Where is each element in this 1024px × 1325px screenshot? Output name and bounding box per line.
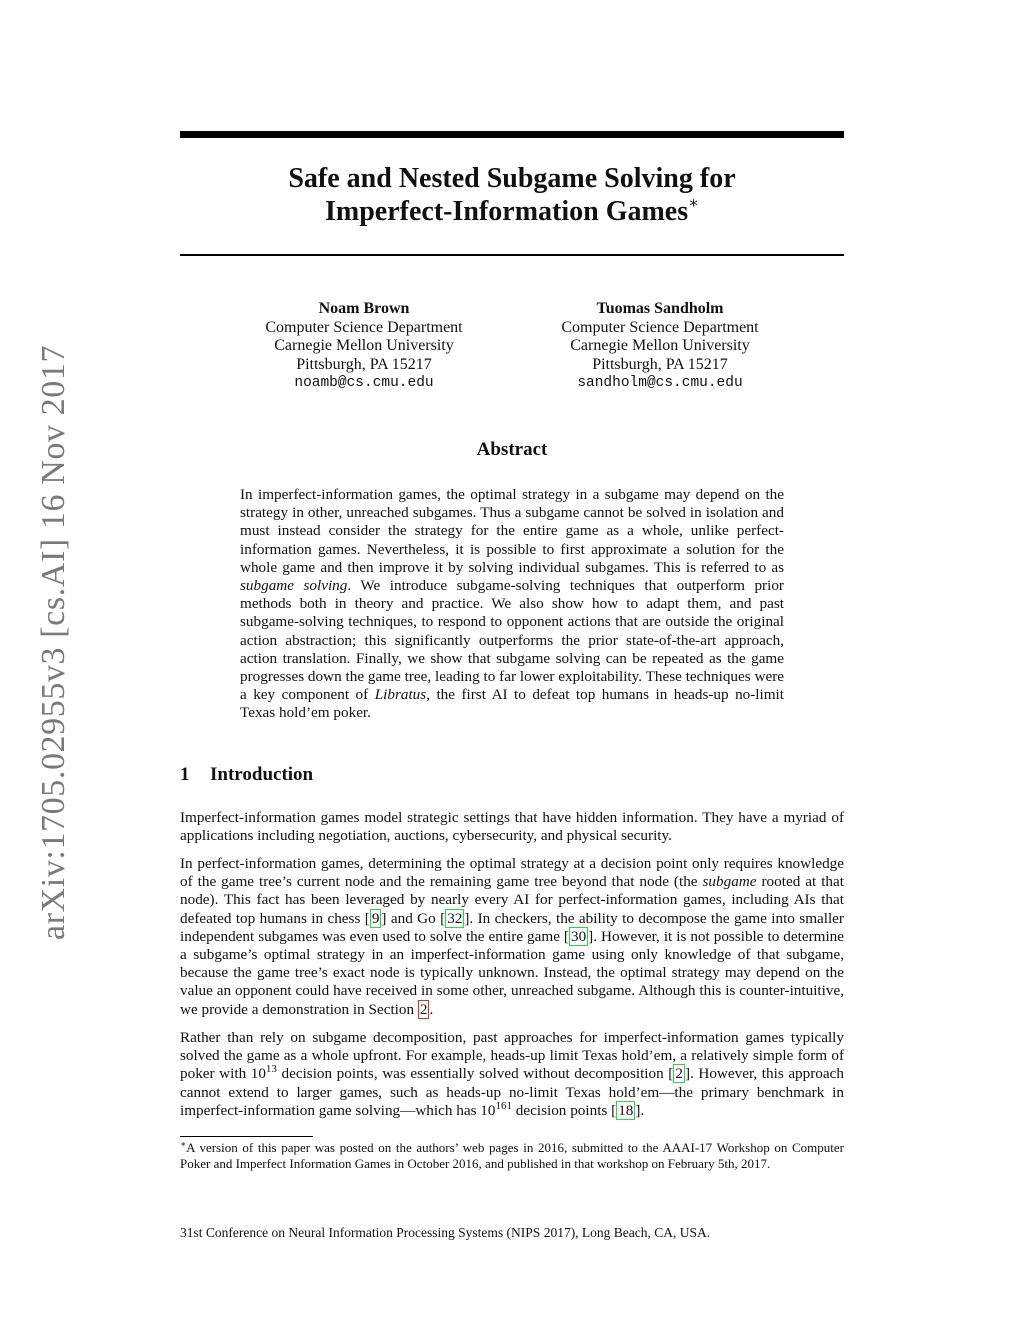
author-name: Tuomas Sandholm bbox=[596, 300, 724, 317]
title-line-2: Imperfect-Information Games bbox=[325, 196, 689, 227]
paragraph-text: Rather than rely on subgame decomposition, past approaches for imperfect-information games typically solved the game as a whole upfront. For example, heads-up limit Texas hold’em, a relatively simple form of poker with 10 bbox=[180, 1029, 844, 1083]
abstract-text: In imperfect-information games, the optimal strategy in a subgame may depend on the strategy in other, unreached subgames. Thus a subgame cannot be solved in isolation and must instead consider the strategy for the entire game as a whole, unlike perfect-information games. Nevertheless, it is possible to first approximate a solution for the whole game and then improve it by solving individual subgames. This is referred to as bbox=[240, 486, 784, 576]
section-number: 1 bbox=[180, 764, 190, 785]
author-block-1 bbox=[214, 300, 514, 393]
abstract-heading: Abstract bbox=[476, 439, 548, 460]
abstract-text: . We introduce subgame-solving techniques that outperform prior methods both in theory and practice. We also show how to adapt them, and past subgame-solving techniques, to respond to opponent actions that are outside the original action abstraction; this significantly outperforms the prior state-of-the-art approach, action translation. Finally, we show that subgame solving can be repeated as the game progresses down the game tree, leading to far lower exploitability. These techniques were a key component of bbox=[240, 577, 784, 704]
paragraph-emphasis: subgame bbox=[702, 873, 757, 891]
paragraph-text: decision points [ bbox=[511, 1101, 617, 1119]
author-name: Noam Brown bbox=[318, 300, 410, 317]
author-department: Computer Science Department bbox=[561, 318, 759, 336]
section-title: Introduction bbox=[210, 764, 314, 785]
intro-paragraph-2 bbox=[180, 855, 844, 1019]
author-department: Computer Science Department bbox=[265, 318, 463, 336]
intro-paragraph-1: Imperfect-information games model strategic settings that have hidden information. They have a myriad of applications including negotiation, auctions, cybersecurity, and physical security. bbox=[180, 809, 844, 845]
paragraph-text: ]. bbox=[635, 1101, 645, 1119]
author-institution: Carnegie Mellon University bbox=[274, 337, 454, 354]
author-address: Pittsburgh, PA 15217 bbox=[592, 355, 728, 373]
citation-link[interactable]: 32 bbox=[447, 909, 463, 927]
title-line-1: Safe and Nested Subgame Solving for bbox=[288, 163, 736, 194]
conference-notice: 31st Conference on Neural Information Processing Systems (NIPS 2017), Long Beach, CA, USA. bbox=[180, 1225, 711, 1240]
citation-link[interactable]: 9 bbox=[371, 909, 380, 927]
author-address: Pittsburgh, PA 15217 bbox=[296, 355, 432, 373]
paragraph-text: decision points, was essentially solved without decomposition [ bbox=[276, 1065, 674, 1083]
paper-title bbox=[180, 162, 844, 228]
exponent: 13 bbox=[265, 1063, 277, 1076]
paragraph-text: In perfect-information games, determining the optimal strategy at a decision point only requires knowledge of the game tree’s current node and the remaining game tree beyond that node (the bbox=[180, 855, 844, 891]
author-institution: Carnegie Mellon University bbox=[570, 337, 750, 354]
abstract-emphasis: subgame solving bbox=[240, 577, 348, 595]
arxiv-identifier-stamp: arXiv:1705.02955v3 [cs.AI] 16 Nov 2017 bbox=[35, 344, 72, 940]
title-footnote-mark[interactable]: ∗ bbox=[688, 195, 699, 212]
footnote bbox=[180, 1140, 844, 1172]
author-email[interactable]: sandholm@cs.cmu.edu bbox=[577, 375, 743, 391]
footnote-text: A version of this paper was posted on the authors’ web pages in 2016, submitted to the AAAI-17 Workshop on Computer Poker and Imperfect Information Games in October 2016, and published in that workshop on February 5th, 2017. bbox=[180, 1140, 844, 1171]
paragraph-text: ] and Go [ bbox=[381, 909, 446, 927]
paragraph-text: rooted at that node). This fact has been leveraged by nearly every AI for perfect-information games, including AIs that defeated top humans in chess [ bbox=[180, 873, 844, 927]
paragraph-text: ]. However, this approach cannot extend to larger games, such as heads-up no-limit Texas hold’em—the primary benchmark in imperfect-information game solving—which has 10 bbox=[180, 1065, 844, 1119]
intro-paragraph-3 bbox=[180, 1029, 844, 1120]
paragraph-text: . bbox=[429, 1000, 434, 1018]
author-block-2 bbox=[510, 300, 810, 393]
paragraph-text: ]. In checkers, the ability to decompose the game into smaller independent subgames was even used to solve the entire game [ bbox=[180, 909, 844, 945]
paragraph-text: ]. However, it is not possible to determine a subgame’s optimal strategy in an imperfect-information game using only knowledge of that subgame, because the game tree’s exact node is typically unknown. Instead, the optimal strategy may depend on the value an opponent could have received in some other, unreached subgame. Although this is counter-intuitive, we provide a demonstration in Section bbox=[180, 927, 844, 1018]
abstract-text: , the first AI to defeat top humans in heads-up no-limit Texas hold’em poker. bbox=[240, 686, 785, 722]
citation-link[interactable]: 18 bbox=[618, 1101, 634, 1119]
footnote-rule bbox=[180, 1136, 313, 1137]
citation-link[interactable]: 2 bbox=[675, 1065, 683, 1083]
footnote-mark: ∗ bbox=[180, 1139, 187, 1149]
citation-link[interactable]: 30 bbox=[570, 927, 587, 945]
title-bottom-rule bbox=[180, 254, 844, 256]
abstract-emphasis: Libratus bbox=[374, 686, 427, 704]
author-email[interactable]: noamb@cs.cmu.edu bbox=[294, 375, 434, 391]
title-top-rule bbox=[180, 131, 844, 138]
abstract-body bbox=[240, 486, 784, 723]
section-reference-link[interactable]: 2 bbox=[419, 1000, 428, 1018]
section-heading-introduction bbox=[180, 764, 313, 786]
exponent: 161 bbox=[495, 1099, 512, 1112]
